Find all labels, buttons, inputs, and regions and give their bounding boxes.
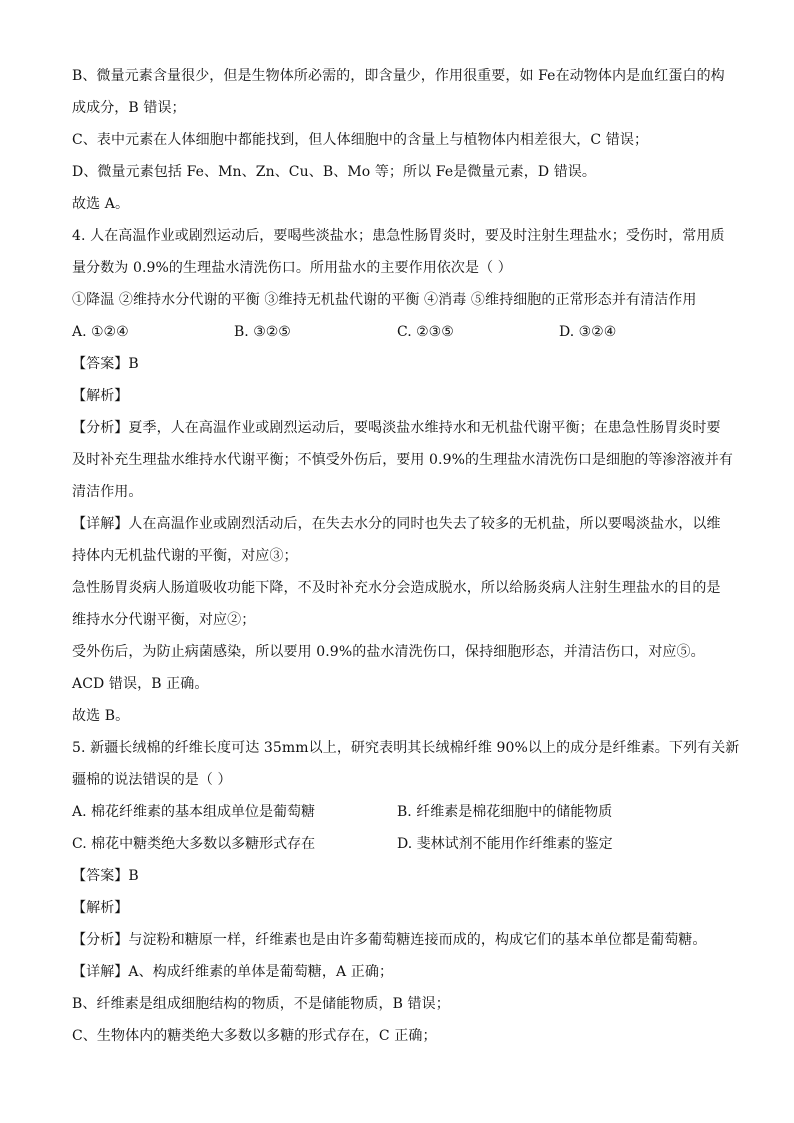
q4-option-c: C. ②③⑤	[397, 324, 454, 340]
q4-answer: 【答案】B	[72, 356, 139, 372]
q4-option-d: D. ③②④	[559, 324, 617, 340]
q4-option-b: B. ③②⑤	[234, 324, 291, 340]
q4-option-a: A. ①②④	[72, 324, 129, 340]
q5-stem-line1: 5. 新疆长绒棉的纤维长度可达 35mm以上，研究表明其长绒棉纤维 90%以上的成分是纤维素。下列有关新	[72, 740, 740, 756]
q5-option-a: A. 棉花纤维素的基本组成单位是葡萄糖	[72, 804, 316, 820]
q5-option-d: D. 斐林试剂不能用作纤维素的鉴定	[397, 836, 613, 852]
q4-choice: 故选 B。	[72, 708, 130, 724]
q4-fenxi-line2: 及时补充生理盐水维持水代谢平衡；不慎受外伤后，要用 0.9%的生理盐水清洗伤口是细胞的等渗溶液并有	[72, 452, 733, 468]
q4-xiangjie-line1: 【详解】人在高温作业或剧烈活动后，在失去水分的同时也失去了较多的无机盐，所以要喝淡盐水，以维	[72, 516, 721, 532]
q5-xiangjie-c: C、生物体内的糖类绝大多数以多糖的形式存在，C 正确；	[72, 1028, 437, 1044]
q5-xiangjie-a: 【详解】A、构成纤维素的单体是葡萄糖，A 正确；	[72, 964, 394, 980]
q4-xiangjie-line5: 受外伤后，为防止病菌感染，所以要用 0.9%的盐水清洗伤口，保持细胞形态，并清洁伤口，对应⑤。	[72, 644, 705, 660]
q4-analysis-label: 【解析】	[72, 388, 129, 404]
q4-xiangjie-line2: 持体内无机盐代谢的平衡，对应③；	[72, 548, 298, 564]
q5-option-c: C. 棉花中糖类绝大多数以多糖形式存在	[72, 836, 316, 852]
prev-analysis-b-line1: B、微量元素含量很少，但是生物体所必需的，即含量少，作用很重要，如 Fe在动物体内是血红蛋白的构	[72, 68, 725, 84]
prev-analysis-b-line2: 成成分，B 错误；	[72, 100, 186, 116]
prev-analysis-d: D、微量元素包括 Fe、Mn、Zn、Cu、B、Mo 等；所以 Fe是微量元素，D 错误。	[72, 164, 596, 180]
q5-analysis-label: 【解析】	[72, 900, 129, 916]
q4-xiangjie-line6: ACD 错误，B 正确。	[72, 676, 209, 692]
q4-xiangjie-line4: 维持水分代谢平衡，对应②；	[72, 612, 256, 628]
q4-stem-line2: 量分数为 0.9%的生理盐水清洗伤口。所用盐水的主要作用依次是（ ）	[72, 260, 512, 276]
q5-option-b: B. 纤维素是棉花细胞中的储能物质	[397, 804, 613, 820]
q5-answer: 【答案】B	[72, 868, 139, 884]
q4-xiangjie-line3: 急性肠胃炎病人肠道吸收功能下降，不及时补充水分会造成脱水，所以给肠炎病人注射生理盐水的目的是	[72, 580, 721, 596]
prev-choice: 故选 A。	[72, 196, 130, 212]
q5-fenxi: 【分析】与淀粉和糖原一样，纤维素也是由许多葡萄糖连接而成的，构成它们的基本单位都是葡萄糖。	[72, 932, 707, 948]
q5-stem-line2: 疆棉的说法错误的是（ ）	[72, 772, 232, 788]
q4-fenxi-line1: 【分析】夏季，人在高温作业或剧烈运动后，要喝淡盐水维持水和无机盐代谢平衡；在患急性肠胃炎时要	[72, 420, 721, 436]
prev-analysis-c: C、表中元素在人体细胞中都能找到，但人体细胞中的含量上与植物体内相差很大，C 错误；	[72, 132, 649, 148]
q4-stem-line1: 4. 人在高温作业或剧烈运动后，要喝些淡盐水；患急性肠胃炎时，要及时注射生理盐水；受伤时，常用质	[72, 228, 725, 244]
q4-items: ①降温 ②维持水分代谢的平衡 ③维持无机盐代谢的平衡 ④消毒 ⑤维持细胞的正常形态并有清洁作用	[72, 292, 697, 308]
q4-fenxi-line3: 清洁作用。	[72, 484, 143, 500]
q5-xiangjie-b: B、纤维素是组成细胞结构的物质，不是储能物质，B 错误；	[72, 996, 450, 1012]
